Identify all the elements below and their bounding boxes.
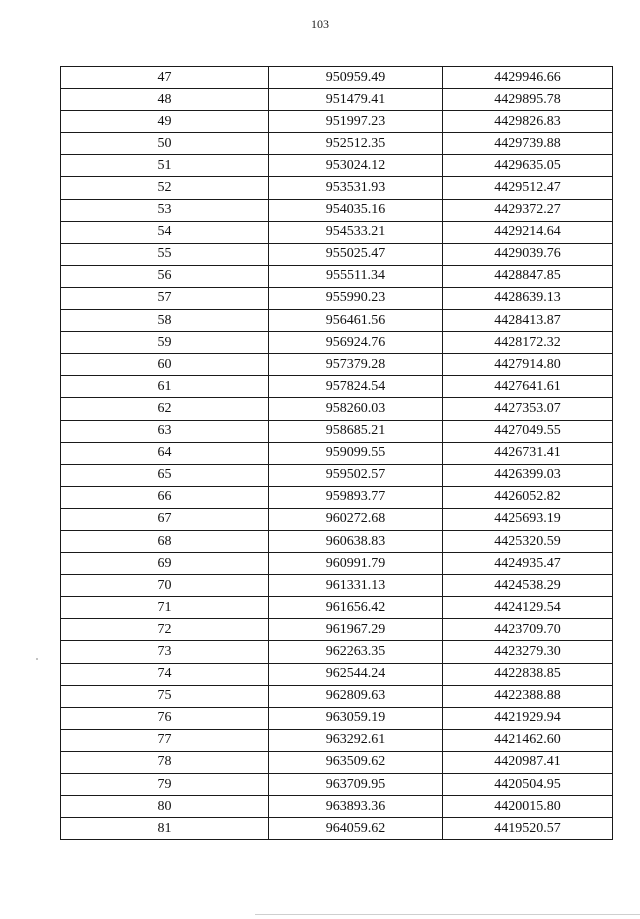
y-coordinate-cell: 4428639.13: [443, 287, 613, 309]
table-row: [61, 530, 613, 552]
table-row: [61, 376, 613, 398]
x-coordinate-cell: 961331.13: [269, 575, 443, 597]
table-row: [61, 774, 613, 796]
point-number-cell: 80: [61, 796, 269, 818]
y-coordinate-cell: 4423279.30: [443, 641, 613, 663]
table-row: [61, 818, 613, 840]
table-row: [61, 332, 613, 354]
point-number-cell: 65: [61, 464, 269, 486]
x-coordinate-cell: 957824.54: [269, 376, 443, 398]
table-row: [61, 796, 613, 818]
table-row: [61, 641, 613, 663]
y-coordinate-cell: 4429635.05: [443, 155, 613, 177]
point-number-cell: 72: [61, 619, 269, 641]
table-row: [61, 707, 613, 729]
y-coordinate-cell: 4422388.88: [443, 685, 613, 707]
point-number-cell: 48: [61, 89, 269, 111]
table-row: [61, 398, 613, 420]
y-coordinate-cell: 4429214.64: [443, 221, 613, 243]
point-number-cell: 52: [61, 177, 269, 199]
point-number-cell: 74: [61, 663, 269, 685]
x-coordinate-cell: 955025.47: [269, 243, 443, 265]
x-coordinate-cell: 962544.24: [269, 663, 443, 685]
x-coordinate-cell: 962809.63: [269, 685, 443, 707]
point-number-cell: 81: [61, 818, 269, 840]
x-coordinate-cell: 956461.56: [269, 310, 443, 332]
point-number-cell: 54: [61, 221, 269, 243]
point-number-cell: 50: [61, 133, 269, 155]
point-number-cell: 59: [61, 332, 269, 354]
point-number-cell: 75: [61, 685, 269, 707]
x-coordinate-cell: 959502.57: [269, 464, 443, 486]
point-number-cell: 53: [61, 199, 269, 221]
y-coordinate-cell: 4419520.57: [443, 818, 613, 840]
table-row: [61, 111, 613, 133]
table-row: [61, 199, 613, 221]
x-coordinate-cell: 963292.61: [269, 729, 443, 751]
point-number-cell: 58: [61, 310, 269, 332]
x-coordinate-cell: 963893.36: [269, 796, 443, 818]
table-row: [61, 464, 613, 486]
x-coordinate-cell: 959099.55: [269, 442, 443, 464]
table-row: [61, 265, 613, 287]
x-coordinate-cell: 951997.23: [269, 111, 443, 133]
table-row: [61, 133, 613, 155]
x-coordinate-cell: 961656.42: [269, 597, 443, 619]
table-row: [61, 685, 613, 707]
y-coordinate-cell: 4421462.60: [443, 729, 613, 751]
table-row: [61, 729, 613, 751]
point-number-cell: 66: [61, 486, 269, 508]
point-number-cell: 68: [61, 530, 269, 552]
x-coordinate-cell: 960272.68: [269, 508, 443, 530]
point-number-cell: 69: [61, 553, 269, 575]
table-row: [61, 67, 613, 89]
y-coordinate-cell: 4429372.27: [443, 199, 613, 221]
y-coordinate-cell: 4425693.19: [443, 508, 613, 530]
x-coordinate-cell: 963509.62: [269, 751, 443, 773]
x-coordinate-cell: 956924.76: [269, 332, 443, 354]
x-coordinate-cell: 953531.93: [269, 177, 443, 199]
y-coordinate-cell: 4429512.47: [443, 177, 613, 199]
y-coordinate-cell: 4421929.94: [443, 707, 613, 729]
y-coordinate-cell: 4423709.70: [443, 619, 613, 641]
x-coordinate-cell: 954035.16: [269, 199, 443, 221]
y-coordinate-cell: 4424538.29: [443, 575, 613, 597]
x-coordinate-cell: 963709.95: [269, 774, 443, 796]
point-number-cell: 61: [61, 376, 269, 398]
point-number-cell: 62: [61, 398, 269, 420]
point-number-cell: 56: [61, 265, 269, 287]
table-row: [61, 751, 613, 773]
y-coordinate-cell: 4422838.85: [443, 663, 613, 685]
y-coordinate-cell: 4427914.80: [443, 354, 613, 376]
point-number-cell: 57: [61, 287, 269, 309]
y-coordinate-cell: 4428413.87: [443, 310, 613, 332]
point-number-cell: 60: [61, 354, 269, 376]
table-row: [61, 89, 613, 111]
y-coordinate-cell: 4429895.78: [443, 89, 613, 111]
x-coordinate-cell: 955511.34: [269, 265, 443, 287]
x-coordinate-cell: 958685.21: [269, 420, 443, 442]
table-row: [61, 177, 613, 199]
coordinate-table-body: [61, 67, 613, 840]
table-row: [61, 663, 613, 685]
scan-speck: [36, 658, 38, 660]
point-number-cell: 67: [61, 508, 269, 530]
y-coordinate-cell: 4426731.41: [443, 442, 613, 464]
table-row: [61, 287, 613, 309]
x-coordinate-cell: 957379.28: [269, 354, 443, 376]
x-coordinate-cell: 958260.03: [269, 398, 443, 420]
point-number-cell: 64: [61, 442, 269, 464]
y-coordinate-cell: 4429739.88: [443, 133, 613, 155]
table-row: [61, 553, 613, 575]
point-number-cell: 70: [61, 575, 269, 597]
point-number-cell: 51: [61, 155, 269, 177]
y-coordinate-cell: 4420987.41: [443, 751, 613, 773]
y-coordinate-cell: 4428172.32: [443, 332, 613, 354]
x-coordinate-cell: 954533.21: [269, 221, 443, 243]
x-coordinate-cell: 961967.29: [269, 619, 443, 641]
y-coordinate-cell: 4427049.55: [443, 420, 613, 442]
point-number-cell: 63: [61, 420, 269, 442]
y-coordinate-cell: 4429826.83: [443, 111, 613, 133]
point-number-cell: 78: [61, 751, 269, 773]
y-coordinate-cell: 4424935.47: [443, 553, 613, 575]
point-number-cell: 76: [61, 707, 269, 729]
table-row: [61, 508, 613, 530]
table-row: [61, 420, 613, 442]
x-coordinate-cell: 964059.62: [269, 818, 443, 840]
y-coordinate-cell: 4424129.54: [443, 597, 613, 619]
y-coordinate-cell: 4428847.85: [443, 265, 613, 287]
x-coordinate-cell: 960991.79: [269, 553, 443, 575]
coordinate-table: [60, 66, 613, 840]
table-row: [61, 442, 613, 464]
x-coordinate-cell: 950959.49: [269, 67, 443, 89]
point-number-cell: 79: [61, 774, 269, 796]
point-number-cell: 47: [61, 67, 269, 89]
x-coordinate-cell: 951479.41: [269, 89, 443, 111]
y-coordinate-cell: 4427353.07: [443, 398, 613, 420]
table-row: [61, 597, 613, 619]
point-number-cell: 77: [61, 729, 269, 751]
y-coordinate-cell: 4426052.82: [443, 486, 613, 508]
table-row: [61, 575, 613, 597]
x-coordinate-cell: 963059.19: [269, 707, 443, 729]
x-coordinate-cell: 953024.12: [269, 155, 443, 177]
y-coordinate-cell: 4425320.59: [443, 530, 613, 552]
point-number-cell: 73: [61, 641, 269, 663]
table-row: [61, 243, 613, 265]
x-coordinate-cell: 960638.83: [269, 530, 443, 552]
table-row: [61, 155, 613, 177]
point-number-cell: 49: [61, 111, 269, 133]
x-coordinate-cell: 959893.77: [269, 486, 443, 508]
y-coordinate-cell: 4426399.03: [443, 464, 613, 486]
page-number: 103: [311, 17, 329, 31]
y-coordinate-cell: 4420015.80: [443, 796, 613, 818]
y-coordinate-cell: 4420504.95: [443, 774, 613, 796]
table-row: [61, 354, 613, 376]
y-coordinate-cell: 4429946.66: [443, 67, 613, 89]
x-coordinate-cell: 955990.23: [269, 287, 443, 309]
y-coordinate-cell: 4429039.76: [443, 243, 613, 265]
table-row: [61, 486, 613, 508]
table-row: [61, 619, 613, 641]
table-row: [61, 310, 613, 332]
scan-edge-line: [255, 914, 640, 915]
table-row: [61, 221, 613, 243]
point-number-cell: 55: [61, 243, 269, 265]
x-coordinate-cell: 952512.35: [269, 133, 443, 155]
y-coordinate-cell: 4427641.61: [443, 376, 613, 398]
point-number-cell: 71: [61, 597, 269, 619]
x-coordinate-cell: 962263.35: [269, 641, 443, 663]
